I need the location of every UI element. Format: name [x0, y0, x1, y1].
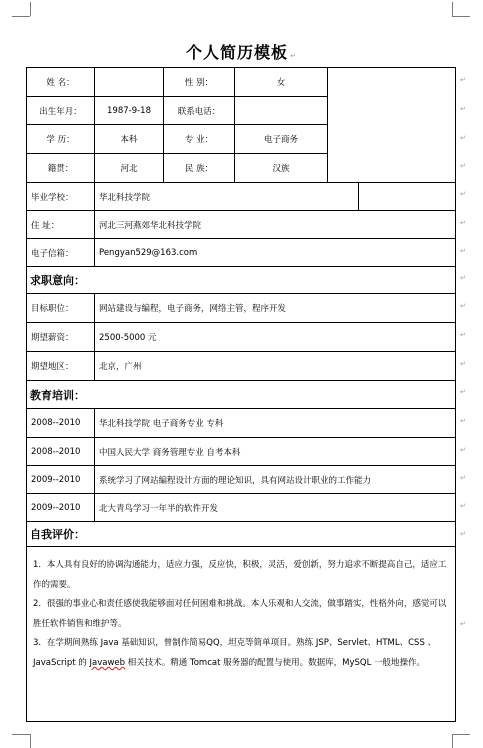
position-label: 目标职位： [26, 293, 95, 323]
training-detail[interactable]: 中国人民大学 商务管理专业 自考本科 [94, 437, 456, 466]
ethnicity-value[interactable]: 汉族 [234, 153, 328, 183]
row-end-mark: ↵ [460, 105, 466, 113]
position-value[interactable]: 网站建设与编程，电子商务，网络主管，程序开发 [94, 293, 456, 323]
training-period: 2008--2010 [26, 408, 95, 438]
hometown-label: 籍贯： [26, 153, 95, 183]
education-label: 学 历： [26, 124, 95, 154]
row-end-mark: ↵ [460, 274, 466, 282]
crop-mark [452, 16, 470, 17]
row-end-mark: ↵ [460, 302, 466, 310]
evaluation-paragraph: 2．很强的事业心和责任感使我能够面对任何困难和挑战。本人乐观和人交流，做事踏实，性格外向，感觉可以胜任软件销售和维护等。 [33, 599, 447, 629]
training-detail[interactable]: 系统学习了网站编程设计方面的理论知识，具有网站设计职业的工作能力 [94, 465, 456, 494]
crop-mark [12, 734, 30, 735]
phone-value[interactable] [234, 96, 328, 125]
page-title: 个人简历模板 ↵ [186, 43, 297, 62]
row-end-mark: ↵ [460, 331, 466, 339]
birth-value[interactable]: 1987-9-18 [94, 96, 164, 125]
crop-mark [30, 2, 31, 16]
crop-mark [30, 734, 31, 748]
salary-label: 期望薪资： [26, 322, 95, 352]
row-end-mark: ↵ [460, 190, 466, 198]
evaluation-text: 3．在学期间熟练 Java 基础知识，曾制作简易QQ，坦克等简单项目。熟练 JSP、Servlet、HTML、CSS 、JavaScript 的 [33, 638, 437, 668]
training-header: 教育培训： [26, 380, 456, 409]
crop-mark [12, 16, 30, 17]
row-end-mark: ↵ [460, 446, 466, 454]
school-value[interactable]: 华北科技学院 [94, 182, 359, 211]
row-end-mark: ↵ [460, 530, 466, 538]
hometown-value[interactable]: 河北 [94, 153, 164, 183]
education-value[interactable]: 本科 [94, 124, 164, 154]
major-label: 专 业： [163, 124, 235, 154]
birth-label: 出生年月： [26, 96, 95, 125]
salary-value[interactable]: 2500-5000 元 [94, 322, 456, 352]
evaluation-header: 自我评价： [26, 521, 456, 547]
row-end-mark: ↵ [460, 76, 466, 84]
training-detail[interactable]: 华北科技学院 电子商务专业 专科 [94, 408, 456, 438]
evaluation-paragraph: 1．本人具有良好的协调沟通能力，适应力强，反应快，积极，灵活，爱创新，努力追求不断提高自己，适应工作的需要。 [33, 560, 447, 590]
row-end-mark: ↵ [460, 162, 466, 170]
row-end-mark: ↵ [460, 417, 466, 425]
crop-mark [452, 734, 470, 735]
location-value[interactable]: 北京，广州 [94, 351, 456, 381]
evaluation-body[interactable] [26, 546, 456, 722]
ethnicity-label: 民 族： [163, 153, 235, 183]
row-end-mark: ↵ [460, 360, 466, 368]
evaluation-paragraph [33, 634, 449, 673]
training-period: 2009--2010 [26, 493, 95, 522]
school-extra-cell [358, 182, 456, 211]
school-label: 毕业学校： [26, 182, 95, 211]
gender-label: 性 别： [163, 67, 235, 97]
major-value[interactable]: 电子商务 [234, 124, 328, 154]
row-end-mark: ↵ [460, 134, 466, 142]
training-period: 2008--2010 [26, 437, 95, 466]
name-label: 姓 名： [26, 67, 95, 97]
row-end-mark: ↵ [460, 620, 466, 628]
row-end-mark: ↵ [460, 474, 466, 482]
intent-header: 求职意向： [26, 266, 456, 294]
row-end-mark: ↵ [460, 502, 466, 510]
row-end-mark: ↵ [460, 219, 466, 227]
address-label: 住 址： [26, 210, 95, 239]
name-value[interactable] [94, 67, 164, 97]
crop-mark [452, 2, 453, 16]
row-end-mark: ↵ [460, 388, 466, 396]
evaluation-underlined-word: Javaweb [89, 657, 126, 668]
training-period: 2009--2010 [26, 465, 95, 494]
address-value[interactable]: 河北三河燕郊华北科技学院 [94, 210, 456, 239]
email-label: 电子信箱： [26, 238, 95, 267]
email-value[interactable]: Pengyan529@163.com [94, 238, 456, 267]
row-end-mark: ↵ [460, 247, 466, 255]
evaluation-text: 相关技术。精通 Tomcat 服务器的配置与使用。数据库，MySQL 一般地操作。 [125, 657, 426, 668]
photo-box [327, 67, 456, 183]
training-detail[interactable]: 北大青鸟学习一年半的软件开发 [94, 493, 456, 522]
crop-mark [452, 734, 453, 748]
location-label: 期望地区： [26, 351, 95, 381]
gender-value[interactable]: 女 [234, 67, 328, 97]
phone-label: 联系电话： [163, 96, 235, 125]
